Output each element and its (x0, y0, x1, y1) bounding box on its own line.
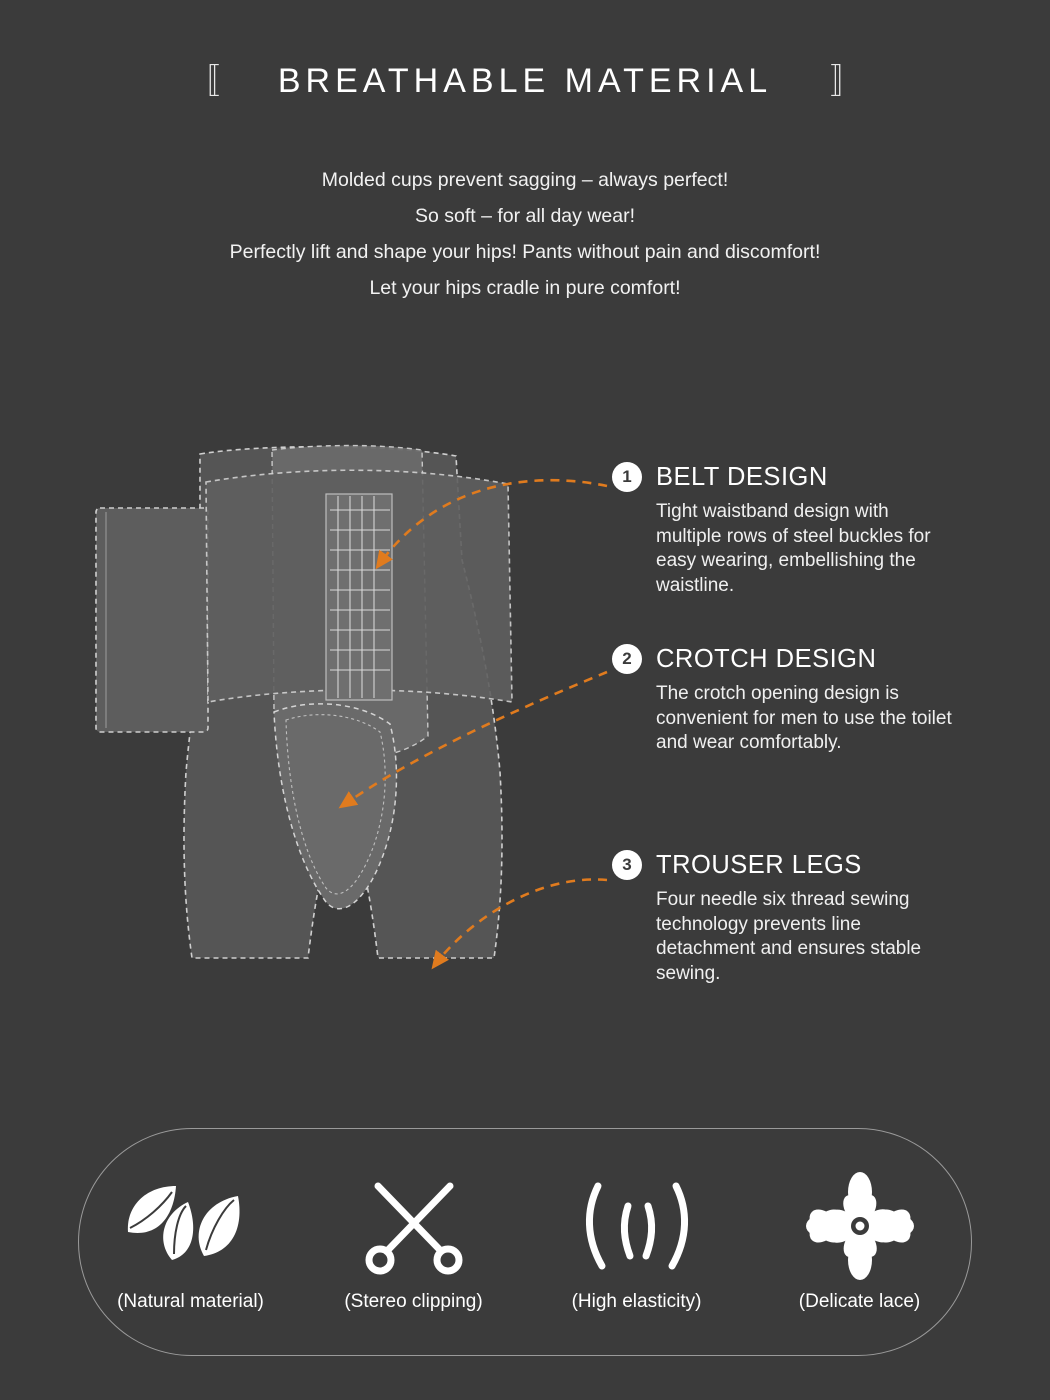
page-title: BREATHABLE MATERIAL (277, 62, 773, 100)
feature-1-body: Tight waistband design with multiple rows of steel buckles for easy wearing, embellishing the waistline. (656, 501, 931, 596)
subtitle-line-2: So soft – for all day wear! (414, 205, 636, 227)
scissors-icon (354, 1171, 474, 1281)
feature-icon-panel (78, 1128, 972, 1356)
feature-belt-design (612, 462, 982, 598)
icon-item-high-elasticity (532, 1171, 742, 1313)
feature-3-heading (612, 850, 982, 880)
feature-crotch-design (612, 644, 982, 756)
icon-item-delicate-lace (755, 1171, 965, 1313)
garment-belt-strap (96, 508, 208, 732)
garment-belt-band (206, 470, 512, 702)
feature-2-heading (612, 644, 982, 674)
elasticity-icon (572, 1171, 702, 1281)
leaf-icon (116, 1171, 266, 1281)
icon-item-stereo-clipping (309, 1171, 519, 1313)
subtitle-line-4: Let your hips cradle in pure comfort! (369, 277, 681, 299)
feature-3-body: Four needle six thread sewing technology prevents line detachment and ensures stable sewing. (656, 889, 922, 984)
flower-lace-icon (800, 1171, 920, 1281)
feature-2-body: The crotch opening design is convenient for men to use the toilet and wear comfortably. (656, 683, 952, 753)
feature-1-title: BELT DESIGN (656, 462, 828, 491)
icon-label-natural-material: (Natural material) (117, 1291, 264, 1312)
feature-trouser-legs (612, 850, 982, 986)
product-illustration (60, 440, 620, 1030)
feature-3-number: 3 (612, 850, 642, 880)
icon-label-high-elasticity: (High elasticity) (571, 1291, 702, 1312)
feature-2-number: 2 (612, 644, 642, 674)
subtitle-block (0, 162, 1050, 306)
icon-label-delicate-lace: (Delicate lace) (798, 1291, 921, 1312)
header-title-row (0, 62, 1050, 101)
page-header (0, 62, 1050, 101)
feature-3-title: TROUSER LEGS (656, 850, 862, 879)
feature-1-heading (612, 462, 982, 492)
subtitle-line-3: Perfectly lift and shape your hips! Pants without pain and discomfort! (229, 241, 821, 263)
subtitle-line-1: Molded cups prevent sagging – always perfect! (321, 169, 729, 191)
icon-label-stereo-clipping: (Stereo clipping) (344, 1291, 483, 1312)
icon-item-natural-material (86, 1171, 296, 1313)
feature-1-number: 1 (612, 462, 642, 492)
feature-2-title: CROTCH DESIGN (656, 644, 877, 673)
bracket-right-icon: 〛 (830, 61, 865, 102)
bracket-left-icon: 〚 (185, 61, 220, 102)
